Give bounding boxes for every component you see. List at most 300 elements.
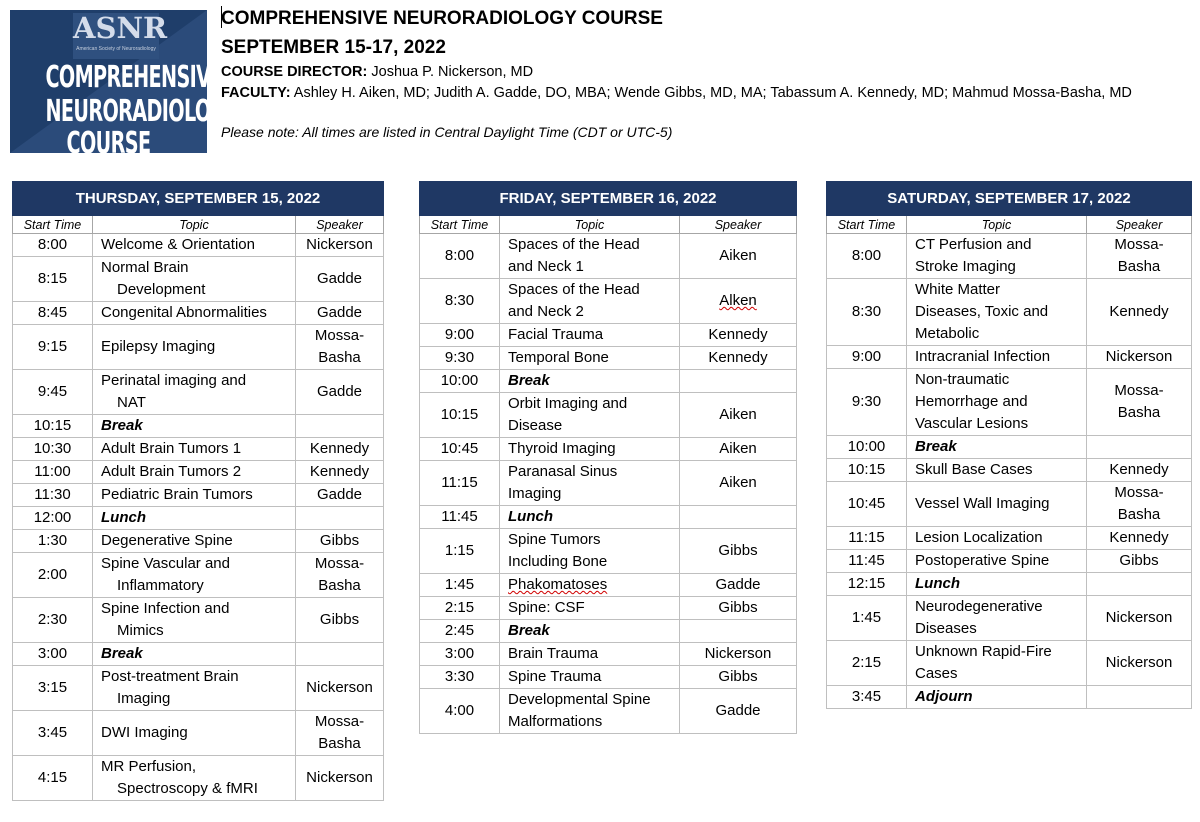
start-time: 11:45 bbox=[420, 506, 500, 529]
speaker bbox=[680, 279, 797, 324]
topic-line: Lesion Localization bbox=[915, 529, 1043, 546]
speaker-line: Gadde bbox=[316, 486, 363, 503]
start-time: 1:45 bbox=[827, 596, 907, 641]
start-time: 8:15 bbox=[13, 257, 93, 302]
speaker bbox=[680, 506, 797, 529]
speaker-line: Kennedy bbox=[1109, 529, 1169, 546]
schedule-row bbox=[827, 279, 1192, 346]
schedule-row bbox=[827, 527, 1192, 550]
course-director-label: COURSE DIRECTOR: bbox=[221, 64, 368, 80]
schedule-row bbox=[420, 643, 797, 666]
topic bbox=[500, 370, 680, 393]
speaker bbox=[680, 574, 797, 597]
topic-line: Adjourn bbox=[915, 688, 973, 705]
topic-line: Non-traumatic bbox=[915, 371, 1010, 388]
topic-line: Spine Tumors bbox=[508, 531, 601, 548]
topic-line: Spectroscopy & fMRI bbox=[117, 780, 258, 797]
schedule-row bbox=[827, 369, 1192, 436]
speaker-line: Gibbs bbox=[319, 532, 360, 549]
speaker bbox=[296, 415, 384, 438]
schedule-row bbox=[13, 530, 384, 553]
start-time: 9:30 bbox=[827, 369, 907, 436]
schedule-row bbox=[420, 461, 797, 506]
schedule-row bbox=[13, 325, 384, 370]
topic-line: Lunch bbox=[508, 508, 553, 525]
schedule-row bbox=[13, 711, 384, 756]
start-time: 10:30 bbox=[13, 438, 93, 461]
speaker bbox=[296, 438, 384, 461]
topic bbox=[907, 279, 1087, 346]
speaker-line: Nickerson bbox=[1105, 609, 1173, 626]
schedule-row bbox=[420, 666, 797, 689]
speaker bbox=[296, 370, 384, 415]
start-time: 9:15 bbox=[13, 325, 93, 370]
topic-line: Diseases bbox=[915, 620, 977, 637]
speaker-line: Basha bbox=[1117, 506, 1161, 523]
course-title: COMPREHENSIVE NEURORADIOLOGY COURSE bbox=[221, 8, 663, 29]
speaker bbox=[1087, 641, 1192, 686]
topic-line: Spine Vascular and bbox=[101, 555, 230, 572]
start-time: 8:00 bbox=[827, 234, 907, 279]
topic-line: Degenerative Spine bbox=[101, 532, 233, 549]
logo-line-1: COMPREHENSIVE bbox=[45, 60, 223, 95]
schedule-row bbox=[420, 529, 797, 574]
schedule-row bbox=[827, 550, 1192, 573]
start-time: 11:00 bbox=[13, 461, 93, 484]
start-time: 2:30 bbox=[13, 598, 93, 643]
schedule-row bbox=[13, 598, 384, 643]
course-logo bbox=[10, 10, 239, 161]
start-time: 9:45 bbox=[13, 370, 93, 415]
schedule-saturday bbox=[826, 181, 1192, 709]
topic bbox=[93, 302, 296, 325]
topic bbox=[93, 325, 296, 370]
start-time: 10:45 bbox=[420, 438, 500, 461]
start-time: 4:00 bbox=[420, 689, 500, 734]
speaker-line: Mossa- bbox=[1114, 382, 1164, 399]
start-time: 2:15 bbox=[420, 597, 500, 620]
topic-line: Metabolic bbox=[915, 325, 980, 342]
topic bbox=[500, 643, 680, 666]
speaker-line: Gibbs bbox=[718, 668, 758, 685]
start-time: 8:45 bbox=[13, 302, 93, 325]
topic-line: and Neck 1 bbox=[508, 258, 584, 275]
speaker bbox=[296, 507, 384, 530]
schedule-row bbox=[13, 553, 384, 598]
topic bbox=[93, 257, 296, 302]
speaker-line: Kennedy bbox=[708, 349, 768, 366]
topic-line: Break bbox=[915, 438, 957, 455]
course-director-name: Joshua P. Nickerson, MD bbox=[367, 64, 534, 80]
schedule-row bbox=[420, 324, 797, 347]
topic-line: Phakomatoses bbox=[508, 576, 608, 593]
topic-line: Imaging bbox=[508, 485, 562, 502]
topic-line: Hemorrhage and bbox=[915, 393, 1028, 410]
schedule-row bbox=[13, 756, 384, 801]
speaker-line: Gadde bbox=[316, 270, 363, 287]
start-time: 9:00 bbox=[420, 324, 500, 347]
speaker bbox=[680, 393, 797, 438]
start-time: 4:15 bbox=[13, 756, 93, 801]
topic-line: Including Bone bbox=[508, 553, 608, 570]
col-topic: Topic bbox=[907, 216, 1087, 234]
speaker bbox=[296, 325, 384, 370]
topic bbox=[500, 666, 680, 689]
topic-line: Break bbox=[508, 372, 550, 389]
topic bbox=[93, 643, 296, 666]
speaker bbox=[680, 689, 797, 734]
topic bbox=[907, 550, 1087, 573]
topic bbox=[93, 370, 296, 415]
col-start-time: Start Time bbox=[13, 216, 93, 234]
topic bbox=[907, 436, 1087, 459]
topic bbox=[907, 234, 1087, 279]
start-time: 10:00 bbox=[420, 370, 500, 393]
schedule-row bbox=[420, 574, 797, 597]
topic bbox=[907, 596, 1087, 641]
topic bbox=[93, 484, 296, 507]
speaker-line: Kennedy bbox=[309, 463, 370, 480]
schedule-row bbox=[13, 484, 384, 507]
topic bbox=[93, 461, 296, 484]
topic bbox=[500, 461, 680, 506]
topic bbox=[500, 324, 680, 347]
schedule-row bbox=[420, 370, 797, 393]
topic-line: Facial Trauma bbox=[508, 326, 604, 343]
topic bbox=[93, 553, 296, 598]
speaker bbox=[1087, 234, 1192, 279]
start-time: 8:00 bbox=[420, 234, 500, 279]
schedule-row bbox=[827, 596, 1192, 641]
topic-line: NAT bbox=[117, 394, 146, 411]
topic-line: Malformations bbox=[508, 713, 603, 730]
speaker-line: Gibbs bbox=[319, 611, 360, 628]
topic bbox=[907, 346, 1087, 369]
start-time: 10:45 bbox=[827, 482, 907, 527]
speaker-line: Kennedy bbox=[309, 440, 370, 457]
speaker bbox=[1087, 482, 1192, 527]
topic-line: Break bbox=[508, 622, 550, 639]
col-speaker: Speaker bbox=[296, 216, 384, 234]
speaker bbox=[1087, 369, 1192, 436]
speaker-line: Basha bbox=[318, 735, 361, 752]
speaker bbox=[1087, 459, 1192, 482]
speaker bbox=[1087, 279, 1192, 346]
topic bbox=[500, 620, 680, 643]
speaker bbox=[296, 711, 384, 756]
logo-line-3: COURSE bbox=[66, 126, 151, 161]
speaker-line: Basha bbox=[318, 349, 361, 366]
topic bbox=[93, 666, 296, 711]
schedule-row bbox=[13, 415, 384, 438]
speaker-line: Gadde bbox=[715, 576, 761, 593]
topic-line: Developmental Spine bbox=[508, 691, 651, 708]
speaker bbox=[1087, 436, 1192, 459]
schedule-row bbox=[420, 234, 797, 279]
topic-line: Vessel Wall Imaging bbox=[915, 495, 1050, 512]
course-dates: SEPTEMBER 15-17, 2022 bbox=[221, 37, 446, 58]
speaker bbox=[296, 302, 384, 325]
speaker-line: Mossa- bbox=[314, 327, 365, 344]
speaker bbox=[680, 370, 797, 393]
speaker bbox=[296, 484, 384, 507]
col-start-time: Start Time bbox=[420, 216, 500, 234]
topic-line: Orbit Imaging and bbox=[508, 395, 628, 412]
speaker bbox=[296, 530, 384, 553]
topic-line: MR Perfusion, bbox=[101, 758, 197, 775]
topic-line: Diseases, Toxic and bbox=[915, 303, 1049, 320]
speaker-line: Mossa- bbox=[1114, 484, 1164, 501]
course-director bbox=[221, 64, 533, 80]
schedule-row bbox=[13, 234, 384, 257]
topic-line: Development bbox=[117, 281, 206, 298]
schedule-row bbox=[13, 438, 384, 461]
speaker-line: Basha bbox=[318, 577, 361, 594]
col-topic: Topic bbox=[500, 216, 680, 234]
topic bbox=[500, 279, 680, 324]
topic bbox=[500, 506, 680, 529]
schedule-row bbox=[420, 438, 797, 461]
timezone-note: Please note: All times are listed in Central Daylight Time (CDT or UTC-5) bbox=[221, 124, 673, 140]
speaker-line: Gadde bbox=[316, 304, 363, 321]
start-time: 3:00 bbox=[420, 643, 500, 666]
speaker bbox=[296, 257, 384, 302]
schedule-row bbox=[13, 643, 384, 666]
schedule-friday bbox=[419, 181, 797, 734]
schedule-row bbox=[827, 573, 1192, 596]
start-time: 10:00 bbox=[827, 436, 907, 459]
speaker bbox=[296, 553, 384, 598]
topic bbox=[93, 598, 296, 643]
speaker-line: Nickerson bbox=[704, 645, 772, 662]
start-time: 1:45 bbox=[420, 574, 500, 597]
topic-line: Congenital Abnormalities bbox=[101, 304, 267, 321]
speaker bbox=[296, 643, 384, 666]
topic-line: Unknown Rapid-Fire bbox=[915, 643, 1052, 660]
speaker bbox=[680, 461, 797, 506]
start-time: 11:30 bbox=[13, 484, 93, 507]
start-time: 11:45 bbox=[827, 550, 907, 573]
speaker-line: Basha bbox=[1117, 404, 1161, 421]
speaker-line: Mossa- bbox=[314, 713, 365, 730]
topic-line: Post-treatment Brain bbox=[101, 668, 239, 685]
speaker bbox=[296, 598, 384, 643]
start-time: 2:15 bbox=[827, 641, 907, 686]
topic-line: Mimics bbox=[117, 622, 164, 639]
speaker bbox=[680, 234, 797, 279]
start-time: 10:15 bbox=[827, 459, 907, 482]
logo-org-sub: American Society of Neuroradiology bbox=[76, 46, 156, 52]
topic bbox=[907, 686, 1087, 709]
schedule-row bbox=[827, 346, 1192, 369]
speaker bbox=[1087, 596, 1192, 641]
schedule-row bbox=[13, 257, 384, 302]
start-time: 8:30 bbox=[827, 279, 907, 346]
speaker-line: Gibbs bbox=[1119, 552, 1159, 569]
schedule-row bbox=[13, 302, 384, 325]
speaker-line: Nickerson bbox=[306, 236, 373, 253]
topic-line: Spaces of the Head bbox=[508, 236, 640, 253]
speaker bbox=[1087, 686, 1192, 709]
topic-line: CT Perfusion and bbox=[915, 236, 1032, 253]
topic bbox=[907, 573, 1087, 596]
schedule-row bbox=[827, 482, 1192, 527]
topic-line: DWI Imaging bbox=[101, 724, 188, 741]
day-title: SATURDAY, SEPTEMBER 17, 2022 bbox=[827, 182, 1192, 216]
logo-line-2: NEURORADIOLOGY bbox=[45, 94, 239, 129]
speaker-line: Kennedy bbox=[708, 326, 768, 343]
schedule-row bbox=[420, 506, 797, 529]
logo-org: ASNR bbox=[73, 13, 159, 59]
topic-line: Imaging bbox=[117, 690, 171, 707]
start-time: 1:15 bbox=[420, 529, 500, 574]
schedule-row bbox=[827, 234, 1192, 279]
start-time: 9:30 bbox=[420, 347, 500, 370]
day-title: THURSDAY, SEPTEMBER 15, 2022 bbox=[13, 182, 384, 216]
topic-line: Inflammatory bbox=[117, 577, 204, 594]
start-time: 3:45 bbox=[13, 711, 93, 756]
speaker-line: Aiken bbox=[719, 406, 757, 423]
topic bbox=[500, 689, 680, 734]
speaker bbox=[296, 461, 384, 484]
schedule-row bbox=[13, 370, 384, 415]
topic-line: Spine Trauma bbox=[508, 668, 602, 685]
speaker bbox=[680, 438, 797, 461]
speaker bbox=[680, 643, 797, 666]
topic-line: Adult Brain Tumors 1 bbox=[101, 440, 242, 457]
speaker-line: Nickerson bbox=[1105, 654, 1173, 671]
topic-line: Spaces of the Head bbox=[508, 281, 640, 298]
topic-line: Postoperative Spine bbox=[915, 552, 1050, 569]
topic bbox=[500, 347, 680, 370]
speaker bbox=[296, 756, 384, 801]
schedule-row bbox=[420, 620, 797, 643]
start-time: 8:30 bbox=[420, 279, 500, 324]
start-time: 11:15 bbox=[420, 461, 500, 506]
topic bbox=[907, 459, 1087, 482]
speaker-line: Gadde bbox=[316, 383, 363, 400]
start-time: 11:15 bbox=[827, 527, 907, 550]
topic bbox=[500, 234, 680, 279]
speaker bbox=[1087, 527, 1192, 550]
topic-line: Perinatal imaging and bbox=[101, 372, 247, 389]
start-time: 3:45 bbox=[827, 686, 907, 709]
topic bbox=[500, 438, 680, 461]
topic-line: Normal Brain bbox=[101, 259, 189, 276]
speaker-line: Mossa- bbox=[1114, 236, 1164, 253]
schedule-row bbox=[420, 689, 797, 734]
schedule-row bbox=[827, 459, 1192, 482]
topic-line: Skull Base Cases bbox=[915, 461, 1033, 478]
speaker-line: Nickerson bbox=[1105, 348, 1173, 365]
topic bbox=[500, 529, 680, 574]
schedule-row bbox=[420, 393, 797, 438]
topic-line: Pediatric Brain Tumors bbox=[101, 486, 253, 503]
topic bbox=[500, 597, 680, 620]
topic-line: Vascular Lesions bbox=[915, 415, 1029, 432]
col-speaker: Speaker bbox=[1087, 216, 1192, 234]
speaker-line: Alken bbox=[719, 292, 757, 309]
topic-line: Lunch bbox=[915, 575, 960, 592]
topic-line: Intracranial Infection bbox=[915, 348, 1051, 365]
speaker-line: Kennedy bbox=[1109, 303, 1169, 320]
speaker-line: Aiken bbox=[719, 474, 757, 491]
speaker-line: Aiken bbox=[719, 440, 757, 457]
speaker bbox=[680, 597, 797, 620]
speaker-line: Mossa- bbox=[314, 555, 365, 572]
topic bbox=[93, 438, 296, 461]
col-speaker: Speaker bbox=[680, 216, 797, 234]
speaker-line: Kennedy bbox=[1109, 461, 1169, 478]
faculty-names: Ashley H. Aiken, MD; Judith A. Gadde, DO, MBA; Wende Gibbs, MD, MA; Tabassum A. Kennedy, MD; Mahmud Mossa-Basha, MD bbox=[290, 85, 1132, 101]
schedule-row bbox=[420, 347, 797, 370]
start-time: 10:15 bbox=[13, 415, 93, 438]
topic-line: Adult Brain Tumors 2 bbox=[101, 463, 242, 480]
topic-line: Brain Trauma bbox=[508, 645, 599, 662]
speaker bbox=[1087, 346, 1192, 369]
topic bbox=[907, 641, 1087, 686]
start-time: 12:15 bbox=[827, 573, 907, 596]
speaker-line: Gibbs bbox=[718, 542, 758, 559]
start-time: 2:00 bbox=[13, 553, 93, 598]
faculty-label: FACULTY: bbox=[221, 85, 291, 101]
topic bbox=[93, 756, 296, 801]
col-start-time: Start Time bbox=[827, 216, 907, 234]
start-time: 2:45 bbox=[420, 620, 500, 643]
speaker bbox=[296, 234, 384, 257]
start-time: 3:30 bbox=[420, 666, 500, 689]
faculty-line bbox=[221, 85, 1132, 101]
topic-line: Stroke Imaging bbox=[915, 258, 1016, 275]
topic bbox=[93, 234, 296, 257]
topic-line: Epilepsy Imaging bbox=[101, 338, 216, 355]
topic-line: and Neck 2 bbox=[508, 303, 584, 320]
schedule-row bbox=[827, 641, 1192, 686]
schedule-row bbox=[420, 279, 797, 324]
speaker bbox=[680, 666, 797, 689]
topic-line: Temporal Bone bbox=[508, 349, 609, 366]
schedule-row bbox=[827, 686, 1192, 709]
schedule-row bbox=[13, 461, 384, 484]
topic-line: Neurodegenerative bbox=[915, 598, 1043, 615]
topic-line: Break bbox=[101, 417, 143, 434]
topic bbox=[93, 415, 296, 438]
topic bbox=[93, 711, 296, 756]
speaker bbox=[1087, 550, 1192, 573]
topic bbox=[907, 369, 1087, 436]
speaker bbox=[680, 529, 797, 574]
speaker-line: Nickerson bbox=[306, 679, 373, 696]
schedule-row bbox=[420, 597, 797, 620]
topic-line: Cases bbox=[915, 665, 958, 682]
speaker bbox=[1087, 573, 1192, 596]
start-time: 8:00 bbox=[13, 234, 93, 257]
col-topic: Topic bbox=[93, 216, 296, 234]
topic-line: Lunch bbox=[101, 509, 146, 526]
start-time: 1:30 bbox=[13, 530, 93, 553]
speaker-line: Aiken bbox=[719, 247, 757, 264]
speaker-line: Nickerson bbox=[306, 769, 373, 786]
topic-line: Welcome & Orientation bbox=[101, 236, 255, 253]
speaker-line: Gibbs bbox=[718, 599, 758, 616]
topic bbox=[500, 574, 680, 597]
start-time: 12:00 bbox=[13, 507, 93, 530]
start-time: 3:15 bbox=[13, 666, 93, 711]
day-title: FRIDAY, SEPTEMBER 16, 2022 bbox=[420, 182, 797, 216]
topic-line: Spine: CSF bbox=[508, 599, 585, 616]
topic-line: Spine Infection and bbox=[101, 600, 230, 617]
schedule-row bbox=[13, 507, 384, 530]
